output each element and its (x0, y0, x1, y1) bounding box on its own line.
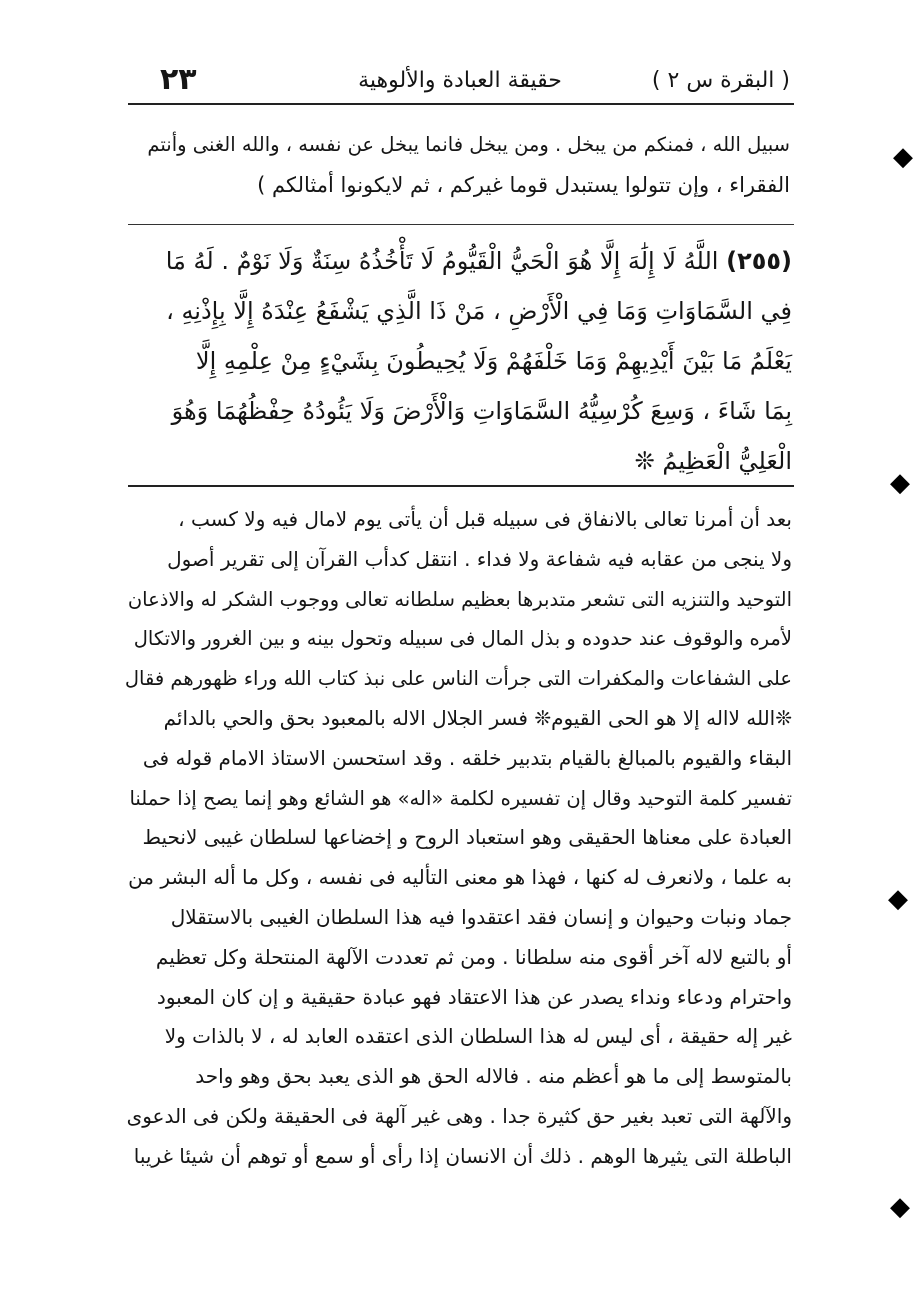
commentary-line: لأمره والوقوف عند حدوده و بذل المال فى سبيله وتحول بينه و بين الغرور والاتكال (133, 627, 792, 651)
text-line: سبيل الله ، فمنكم من يبخل . ومن يبخل فانما يبخل عن نفسه ، والله الغنى وأنتم (147, 133, 790, 156)
verse-line: بِمَا شَاءَ ، وَسِعَ كُرْسِيُّهُ السَّمَاوَاتِ وَالْأَرْضَ وَلَا يَئُودُهُ حِفْظُهُمَا وَهُوَ (171, 397, 792, 425)
verse-line: الْعَلِيُّ الْعَظِيمُ ❊ (634, 447, 792, 475)
commentary-text (118, 500, 792, 1177)
previous-verse-ending (136, 125, 790, 205)
verse-line: يَعْلَمُ مَا بَيْنَ أَيْدِيهِمْ وَمَا خَلْفَهُمْ وَلَا يُحِيطُونَ بِشَيْءٍ مِنْ عِلْمِهِ إِلَّا (195, 347, 792, 375)
verse-line (136, 236, 792, 286)
header-title: حقيقة العبادة والألوهية (358, 68, 562, 93)
margin-mark: ◆ (890, 468, 910, 498)
commentary-line: به علما ، ولانعرف له كنها ، فهذا هو معنى التأليه فى نفسه ، وكل ما أله البشر من (128, 865, 792, 890)
commentary-line: التوحيد والتنزيه التى تشعر متدبرها بعظيم سلطانه تعالى ووجوب الشكر له والاذعان (127, 587, 792, 611)
separator-rule (128, 224, 794, 225)
commentary-line: أو بالتبع لاله آخر أقوى منه سلطانا . ومن ثم تعددت الآلهة المنتحلة وكل تعظيم (155, 944, 792, 969)
commentary-line: والآلهة التى تعبد بغير حق كثيرة جدا . وهى غير آلهة فى الحقيقة ولكن فى الدعوى (126, 1103, 792, 1128)
margin-mark: ◆ (890, 1192, 910, 1222)
commentary-line: واحترام ودعاء ونداء يصدر عن هذا الاعتقاد فهو عبادة حقيقية و إن كان المعبود (156, 984, 792, 1009)
margin-mark: ◆ (893, 142, 913, 172)
verse-bottom-rule (128, 485, 794, 487)
verse-number: (٢٥٥) (726, 247, 792, 275)
commentary-line: البقاء والقيوم بالمبالغ بالقيام بتدبير خلقه . وقد استحسن الاستاذ الامام قوله فى (142, 745, 792, 770)
page-number: ٢٣ (160, 62, 197, 97)
commentary-line: ولا ينجى من عقابه فيه شفاعة ولا فداء . انتقل كدأب القرآن إلى تقرير أصول (167, 546, 792, 571)
verse-255 (136, 236, 792, 486)
commentary-line: على الشفاعات والمكفرات التى جرأت الناس على نبذ كتاب الله وراء ظهورهم فقال (124, 667, 792, 691)
commentary-line: تفسير كلمة التوحيد وقال إن تفسيره لكلمة «اله» هو الشائع وهو إنما يصح إذا حملنا (129, 786, 792, 810)
commentary-line: الباطلة التى يثيرها الوهم . ذلك أن الانسان إذا رأى أو سمع أو توهم أن شيئا غريبا (133, 1143, 792, 1168)
chapter-reference: ( البقرة س ٢ ) (651, 68, 790, 93)
verse-text: اللَّهُ لَا إِلَٰهَ إِلَّا هُوَ الْحَيُّ الْقَيُّومُ لَا تَأْخُذُهُ سِنَةٌ وَلَا نَوْمٌ . لَهُ مَا (165, 247, 719, 275)
commentary-line: بالمتوسط إلى ما هو أعظم منه . فالاله الحق هو الذى يعبد بحق وهو واحد (195, 1064, 792, 1089)
commentary-line: بعد أن أمرنا تعالى بالانفاق فى سبيله قبل أن يأتى يوم لامال فيه ولا كسب ، (178, 507, 792, 531)
header-rule (128, 103, 794, 105)
verse-line: فِي السَّمَاوَاتِ وَمَا فِي الْأَرْضِ ، مَنْ ذَا الَّذِي يَشْفَعُ عِنْدَهُ إِلَّا بِإِذْنِهِ ، (166, 297, 792, 325)
text-line: الفقراء ، وإن تتولوا يستبدل قوما غيركم ، ثم لايكونوا أمثالكم ) (257, 173, 790, 197)
margin-mark: ◆ (888, 884, 908, 914)
commentary-line: ❊الله لااله إلا هو الحى القيوم❊ فسر الجلال الاله بالمعبود بحق والحي بالدائم (163, 705, 792, 730)
commentary-line: العبادة على معناها الحقيقى وهو استعباد الروح و إخضاعها لسلطان غيبى لانحيط (142, 825, 792, 850)
commentary-line: غير إله حقيقة ، أى ليس له هذا السلطان الذى اعتقده العابد له ، لا بالذات ولا (164, 1024, 792, 1049)
running-header (130, 62, 790, 102)
commentary-line: جماد ونبات وحيوان و إنسان فقد اعتقدوا فيه هذا السلطان الغيبى بالاستقلال (170, 904, 792, 929)
